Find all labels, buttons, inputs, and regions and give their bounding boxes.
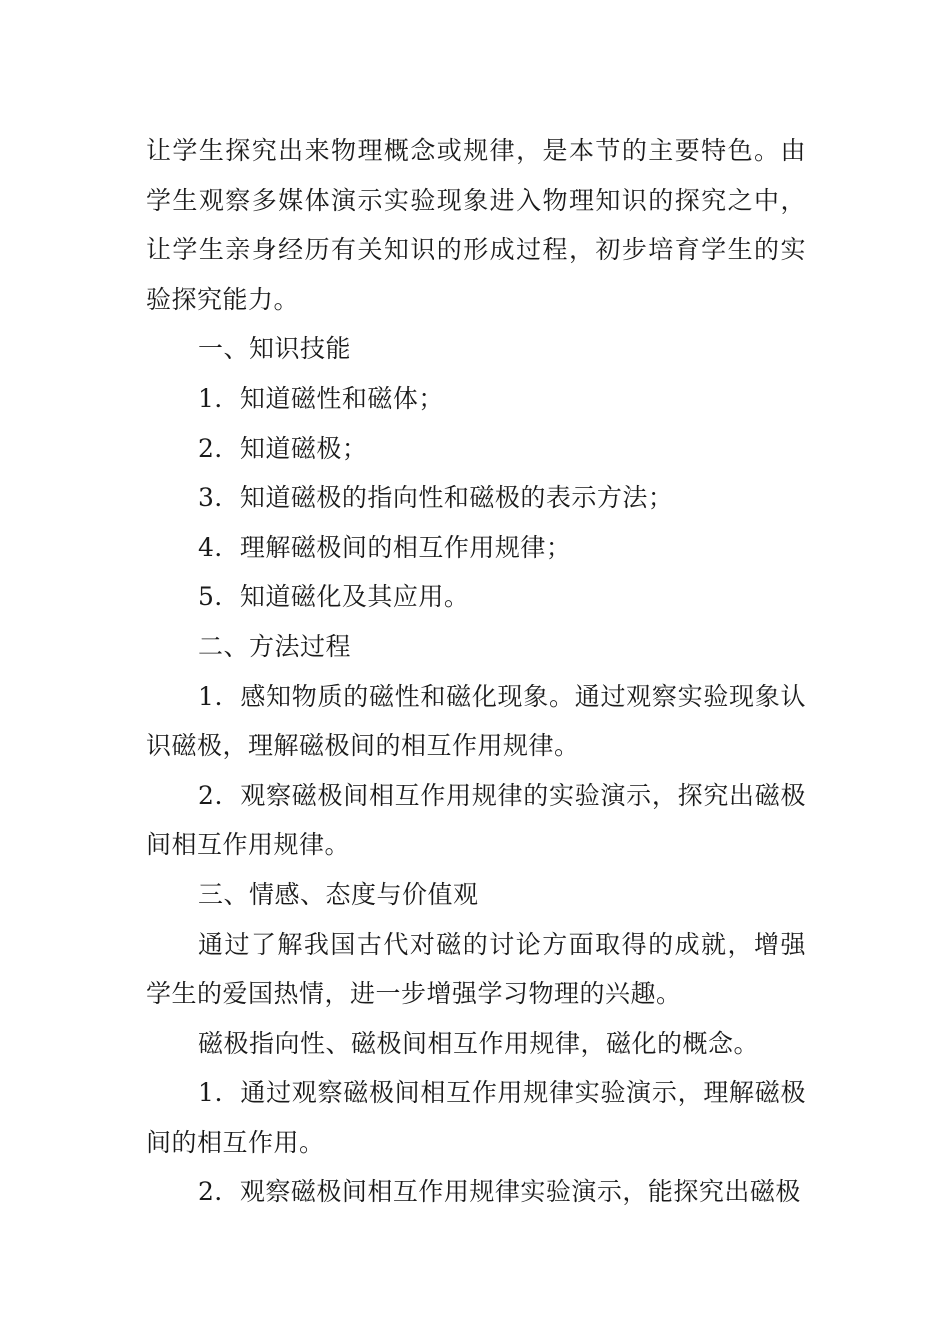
body-paragraph: 通过了解我国古代对磁的讨论方面取得的成就，增强学生的爱国热情，进一步增强学习物理的兴趣。 [146, 929, 806, 1009]
intro-paragraph: 让学生探究出来物理概念或规律，是本节的主要特色。由学生观察多媒体演示实验现象进入物理知识的探究之中，让学生亲身经历有关知识的形成过程，初步培育学生的实验探究能力。 [146, 136, 806, 314]
list-item: 5．知道磁化及其应用。 [198, 582, 470, 612]
list-item: 2．观察磁极间相互作用规律实验演示，能探究出磁极 [198, 1177, 801, 1207]
section-heading-knowledge-skills: 一、知识技能 [198, 334, 352, 364]
list-item: 1．知道磁性和磁体； [198, 383, 444, 413]
key-points-paragraph: 磁极指向性、磁极间相互作用规律，磁化的概念。 [198, 1028, 760, 1058]
list-item: 1．通过观察磁极间相互作用规律实验演示，理解磁极间的相互作用。 [146, 1078, 806, 1157]
section-heading-emotion-attitude-values: 三、情感、态度与价值观 [198, 879, 479, 909]
list-item: 2．观察磁极间相互作用规律的实验演示，探究出磁极间相互作用规律。 [146, 780, 806, 860]
list-item: 4．理解磁极间的相互作用规律； [198, 532, 572, 562]
list-item: 1．感知物质的磁性和磁化现象。通过观察实验现象认识磁极，理解磁极间的相互作用规律。 [146, 681, 806, 761]
list-item: 3．知道磁极的指向性和磁极的表示方法； [198, 483, 674, 513]
document-body [146, 126, 806, 1217]
section-heading-methods-process: 二、方法过程 [198, 631, 352, 661]
list-item: 2．知道磁极； [198, 433, 368, 463]
